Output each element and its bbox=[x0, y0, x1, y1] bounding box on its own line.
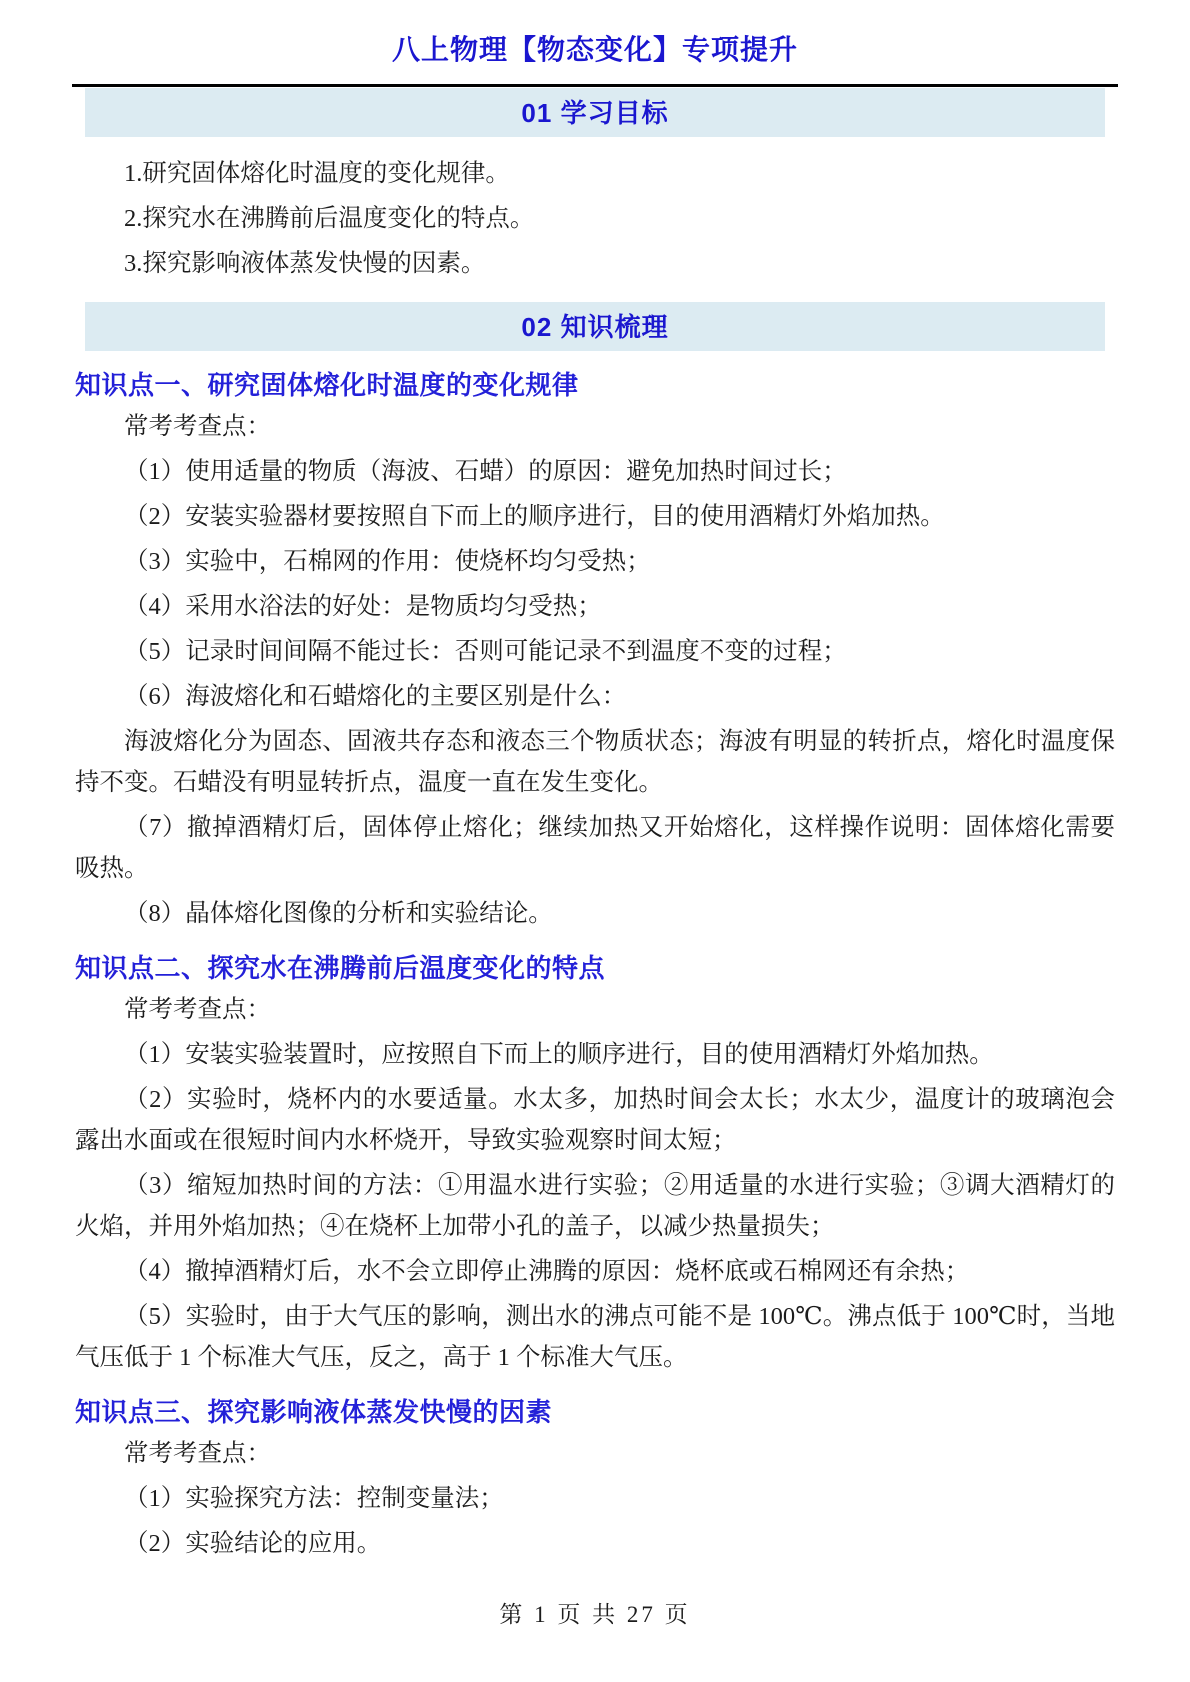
point-item: （4）采用水浴法的好处：是物质均匀受热； bbox=[124, 593, 602, 620]
knowledge-point-2-heading: 知识点二、探究水在沸腾前后温度变化的特点 bbox=[75, 953, 606, 983]
section-banner-learning-goals bbox=[85, 88, 1105, 137]
learning-goals-list bbox=[0, 137, 1190, 284]
page-title: 八上物理【物态变化】专项提升 bbox=[391, 34, 798, 65]
banner-label: 02 知识梳理 bbox=[521, 312, 669, 342]
point-item: （2）实验结论的应用。 bbox=[124, 1530, 382, 1557]
exam-points-intro: 常考考查点： bbox=[124, 996, 271, 1023]
page-footer: 第 1 页 共 27 页 bbox=[499, 1602, 691, 1627]
point-item: （1）安装实验装置时，应按照自下而上的顺序进行，目的使用酒精灯外焰加热。 bbox=[124, 1041, 994, 1068]
point-item: （3）缩短加热时间的方法：①用温水进行实验；②用适量的水进行实验；③调大酒精灯的火焰，并用外焰加热；④在烧杯上加带小孔的盖子，以减少热量损失； bbox=[75, 1172, 1115, 1240]
banner-label: 01 学习目标 bbox=[521, 98, 669, 128]
exam-points-intro: 常考考查点： bbox=[124, 413, 271, 440]
goal-item: 1.研究固体熔化时温度的变化规律。 bbox=[124, 160, 510, 187]
exam-points-intro: 常考考查点： bbox=[124, 1440, 271, 1467]
point-item: （2）安装实验器材要按照自下而上的顺序进行，目的使用酒精灯外焰加热。 bbox=[124, 503, 945, 530]
point-item: （6）海波熔化和石蜡熔化的主要区别是什么： bbox=[124, 683, 627, 710]
point-item: 海波熔化分为固态、固液共存态和液态三个物质状态；海波有明显的转折点，熔化时温度保持不变。石蜡没有明显转折点，温度一直在发生变化。 bbox=[75, 728, 1115, 796]
point-item: （2）实验时，烧杯内的水要适量。水太多，加热时间会太长；水太少，温度计的玻璃泡会露出水面或在很短时间内水杯烧开，导致实验观察时间太短； bbox=[75, 1086, 1115, 1154]
point-item: （4）撤掉酒精灯后，水不会立即停止沸腾的原因：烧杯底或石棉网还有余热； bbox=[124, 1258, 970, 1285]
point-item: （5）实验时，由于大气压的影响，测出水的沸点可能不是 100℃。沸点低于 100℃时，当地气压低于 1 个标准大气压，反之，高于 1 个标准大气压。 bbox=[75, 1303, 1115, 1371]
point-item: （7）撤掉酒精灯后，固体停止熔化；继续加热又开始熔化，这样操作说明：固体熔化需要吸热。 bbox=[75, 814, 1115, 882]
knowledge-point-1-heading: 知识点一、研究固体熔化时温度的变化规律 bbox=[75, 370, 579, 400]
point-item: （3）实验中，石棉网的作用：使烧杯均匀受热； bbox=[124, 548, 651, 575]
goal-item: 3.探究影响液体蒸发快慢的因素。 bbox=[124, 250, 486, 277]
knowledge-point-3-heading: 知识点三、探究影响液体蒸发快慢的因素 bbox=[75, 1397, 553, 1427]
goal-item: 2.探究水在沸腾前后温度变化的特点。 bbox=[124, 205, 535, 232]
section-banner-knowledge bbox=[85, 302, 1105, 351]
point-item: （5）记录时间间隔不能过长：否则可能记录不到温度不变的过程； bbox=[124, 638, 847, 665]
point-item: （1）实验探究方法：控制变量法； bbox=[124, 1485, 504, 1512]
knowledge-section bbox=[0, 365, 1190, 1564]
point-item: （1）使用适量的物质（海波、石蜡）的原因：避免加热时间过长； bbox=[124, 458, 847, 485]
point-item: （8）晶体熔化图像的分析和实验结论。 bbox=[124, 900, 553, 927]
title-divider bbox=[72, 84, 1118, 87]
